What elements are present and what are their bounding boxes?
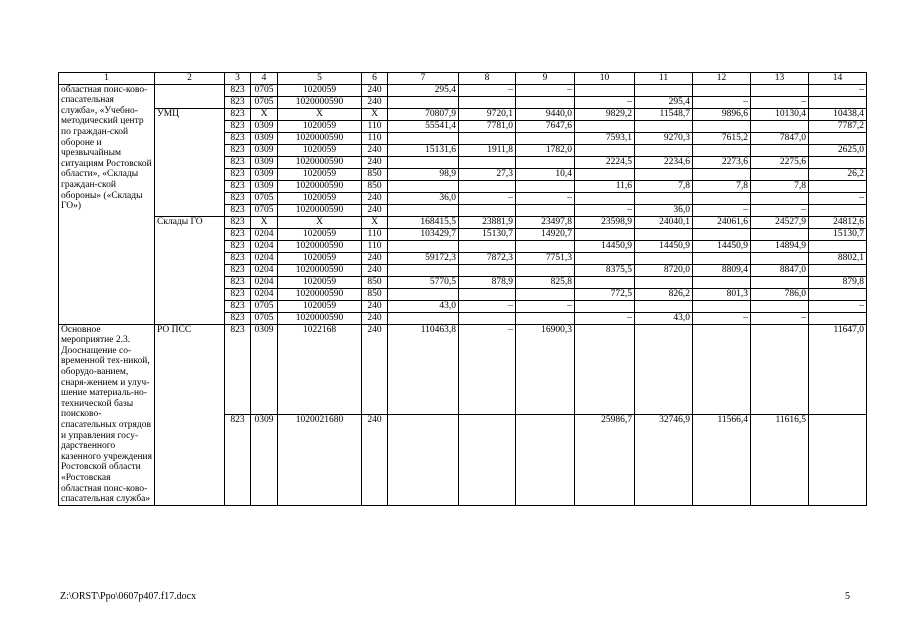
table-cell [575,144,635,156]
table-cell: – [809,300,867,312]
table-cell: 2275,6 [751,156,809,168]
table-cell: 2625,0 [809,144,867,156]
table-cell: 23497,8 [516,216,575,228]
activity-description-cell: областная поис-ково-спасательная служба», «Учебно-методический центр по граждан-ской обороне и чрезвычайным ситуациям Ростовской области», «Склады граждан-ской обороны» («Склады ГО») [59,84,155,324]
table-cell [388,96,459,108]
table-cell: 36,0 [388,192,459,204]
column-number-cell: 4 [251,73,278,85]
table-cell: 240 [362,204,388,216]
table-cell: 98,9 [388,168,459,180]
executor-cell: УМЦ [155,108,225,216]
table-cell: 295,4 [388,84,459,96]
table-cell [575,252,635,264]
table-cell [516,204,575,216]
table-cell [693,228,751,240]
table-cell: 1020059 [278,228,362,240]
table-cell [635,252,693,264]
table-cell: 0705 [251,300,278,312]
table-cell: 823 [225,192,251,204]
table-cell: 11616,5 [751,415,809,506]
table-cell: 0309 [251,132,278,144]
table-cell [809,312,867,324]
table-cell: Х [251,108,278,120]
table-cell: 850 [362,288,388,300]
table-cell: 11566,4 [693,415,751,506]
table-cell: 0309 [251,144,278,156]
table-cell: 1020000590 [278,180,362,192]
table-cell [516,96,575,108]
table-cell: 55541,4 [388,120,459,132]
table-cell: 823 [225,180,251,192]
table-cell [809,204,867,216]
table-cell [575,300,635,312]
column-number-cell: 12 [693,73,751,85]
table-cell: 823 [225,120,251,132]
table-cell: 23881,9 [459,216,516,228]
column-number-cell: 9 [516,73,575,85]
table-cell [693,276,751,288]
table-cell [459,156,516,168]
table-cell: 10130,4 [751,108,809,120]
table-cell [693,120,751,132]
table-cell [516,288,575,300]
table-cell [635,324,693,415]
table-cell [693,168,751,180]
table-cell: 11647,0 [809,324,867,415]
table-cell [635,276,693,288]
table-cell: Х [278,108,362,120]
table-cell: – [459,300,516,312]
table-cell [693,84,751,96]
table-cell: 1020000590 [278,264,362,276]
column-number-cell: 8 [459,73,516,85]
table-cell: 1020000590 [278,288,362,300]
table-cell [751,300,809,312]
table-cell: 240 [362,252,388,264]
table-cell [809,180,867,192]
executor-cell: РО ПСС [155,324,225,505]
table-cell: 14450,9 [575,240,635,252]
table-cell: 850 [362,180,388,192]
table-cell: 823 [225,84,251,96]
table-cell [809,288,867,300]
table-cell: Х [278,216,362,228]
table-cell: 1020059 [278,84,362,96]
column-number-cell: 14 [809,73,867,85]
table-cell [388,180,459,192]
table-cell [809,132,867,144]
table-cell [516,180,575,192]
table-cell: – [575,312,635,324]
table-cell: 1020000590 [278,156,362,168]
table-cell: 823 [225,240,251,252]
table-cell: – [693,312,751,324]
table-cell [388,132,459,144]
table-cell: 240 [362,324,388,415]
table-cell: 15131,6 [388,144,459,156]
table-cell: 0204 [251,228,278,240]
table-cell: – [809,84,867,96]
table-cell: 8809,4 [693,264,751,276]
table-cell [635,144,693,156]
table-cell: 11548,7 [635,108,693,120]
table-cell: 0705 [251,312,278,324]
activity-description-cell: Основное мероприятие 2.3. Дооснащение со-временной тех-никой, оборудо-ванием, снаря-жением и улуч-шение материаль-но-технической базы поисково-спасательных отрядов и управления госу-дарственного казенного учреждения Ростовской области «Ростовская областная поис-ково-спасательная служба» [59,324,155,505]
table-cell: 8847,0 [751,264,809,276]
table-cell [459,204,516,216]
table-row [59,84,867,96]
table-cell: 43,0 [635,312,693,324]
table-cell [575,192,635,204]
table-cell: – [693,204,751,216]
table-cell: 0705 [251,192,278,204]
table-cell: 10,4 [516,168,575,180]
table-cell: 110 [362,132,388,144]
table-cell: 0705 [251,204,278,216]
table-cell: 240 [362,96,388,108]
table-cell: 103429,7 [388,228,459,240]
table-row [59,108,867,120]
table-cell: 26,2 [809,168,867,180]
table-cell: 823 [225,156,251,168]
table-cell: 8375,5 [575,264,635,276]
table-cell: 59172,3 [388,252,459,264]
table-cell: 7751,3 [516,252,575,264]
table-cell: 850 [362,276,388,288]
table-cell [516,312,575,324]
table-cell [388,312,459,324]
table-cell: 0309 [251,156,278,168]
table-cell: – [516,192,575,204]
table-cell [635,228,693,240]
table-cell: 8802,1 [809,252,867,264]
table-cell: 1911,8 [459,144,516,156]
table-cell: 823 [225,228,251,240]
table-cell: 823 [225,300,251,312]
table-cell: 23598,9 [575,216,635,228]
table-cell: 7647,6 [516,120,575,132]
table-cell [388,204,459,216]
table-cell: 7,8 [635,180,693,192]
table-cell: 24527,9 [751,216,809,228]
table-cell: 10438,4 [809,108,867,120]
table-cell [516,156,575,168]
table-cell: 879,8 [809,276,867,288]
table-row [59,216,867,228]
table-cell [459,240,516,252]
table-cell: 7781,0 [459,120,516,132]
table-cell [459,132,516,144]
table-cell [388,240,459,252]
table-cell: 240 [362,156,388,168]
table-cell: 2273,6 [693,156,751,168]
table-cell: 1020021680 [278,415,362,506]
table-cell: 7593,1 [575,132,635,144]
table-cell [575,84,635,96]
budget-table [58,72,867,506]
table-cell: 823 [225,144,251,156]
table-cell [635,300,693,312]
table-cell [809,96,867,108]
table-cell: 0309 [251,180,278,192]
table-cell: 1020000590 [278,204,362,216]
table-cell: 110 [362,228,388,240]
table-cell: 70807,9 [388,108,459,120]
table-cell [751,252,809,264]
table-cell: 14920,7 [516,228,575,240]
table-cell: 0309 [251,120,278,132]
table-cell: 1020059 [278,144,362,156]
table-cell [809,240,867,252]
table-cell: 823 [225,324,251,415]
table-cell: 240 [362,192,388,204]
table-cell: – [516,84,575,96]
table-cell [459,415,516,506]
executor-cell [155,84,225,108]
table-cell: 25986,7 [575,415,635,506]
table-cell: – [575,96,635,108]
table-cell: – [751,96,809,108]
table-cell: 11,6 [575,180,635,192]
table-cell [693,192,751,204]
table-cell: 1020000590 [278,312,362,324]
table-cell: 0309 [251,168,278,180]
table-cell: 1020000590 [278,240,362,252]
table-cell: 1020059 [278,120,362,132]
table-cell [693,252,751,264]
table-cell [693,300,751,312]
table-cell [635,84,693,96]
table-cell: 43,0 [388,300,459,312]
table-cell: 1022168 [278,324,362,415]
table-cell: 786,0 [751,288,809,300]
table-cell [635,192,693,204]
table-cell [751,228,809,240]
table-cell [516,240,575,252]
table-cell: 772,5 [575,288,635,300]
table-cell: 2224,5 [575,156,635,168]
table-cell: 9720,1 [459,108,516,120]
column-number-cell: 2 [155,73,225,85]
table-cell: 7,8 [751,180,809,192]
table-cell: Х [362,216,388,228]
table-cell: 0204 [251,264,278,276]
table-cell: 15130,7 [809,228,867,240]
table-cell: 15130,7 [459,228,516,240]
table-cell: 823 [225,288,251,300]
table-cell: 1020059 [278,300,362,312]
page-number: 5 [845,591,850,602]
table-cell: 24061,6 [693,216,751,228]
table-cell [751,276,809,288]
table-cell: 823 [225,312,251,324]
table-cell [388,288,459,300]
table-cell [809,264,867,276]
table-cell [575,276,635,288]
table-cell: 110463,8 [388,324,459,415]
table-cell: – [751,312,809,324]
table-cell [751,120,809,132]
table-cell: 9270,3 [635,132,693,144]
table-cell: 295,4 [635,96,693,108]
table-cell [809,156,867,168]
table-cell: – [693,96,751,108]
table-cell [751,192,809,204]
table-cell [751,324,809,415]
column-number-cell: 5 [278,73,362,85]
table-cell [516,264,575,276]
table-cell: – [459,192,516,204]
table-cell: 110 [362,240,388,252]
table-cell: 240 [362,415,388,506]
table-cell: 1020000590 [278,96,362,108]
table-cell: 823 [225,264,251,276]
table-cell [575,324,635,415]
table-cell: 823 [225,108,251,120]
table-cell: 7872,3 [459,252,516,264]
table-cell: 168415,5 [388,216,459,228]
table-cell: 0204 [251,252,278,264]
table-cell: 32746,9 [635,415,693,506]
column-number-cell: 7 [388,73,459,85]
table-cell: Х [251,216,278,228]
table-cell: 825,8 [516,276,575,288]
table-cell: 36,0 [635,204,693,216]
table-cell: 9440,0 [516,108,575,120]
table-cell [693,324,751,415]
table-cell: – [459,324,516,415]
table-cell: 0309 [251,415,278,506]
column-number-row [59,73,867,85]
table-cell [693,144,751,156]
footer-file-path: Z:\ORST\Ppo\0607p407.f17.docx [60,591,197,602]
table-cell: 823 [225,204,251,216]
table-cell: 823 [225,276,251,288]
table-cell: 1020059 [278,192,362,204]
table-cell [635,120,693,132]
table-cell [751,84,809,96]
table-cell: 823 [225,132,251,144]
table-cell: 1020059 [278,168,362,180]
table-cell: 0204 [251,288,278,300]
table-cell: 823 [225,415,251,506]
table-cell: 240 [362,264,388,276]
table-cell: 823 [225,96,251,108]
table-cell: – [751,204,809,216]
table-cell: 16900,3 [516,324,575,415]
table-cell [459,264,516,276]
column-number-cell: 1 [59,73,155,85]
table-cell: 24812,6 [809,216,867,228]
table-cell: 878,9 [459,276,516,288]
table-cell: 14450,9 [693,240,751,252]
table-cell: – [809,192,867,204]
table-cell: 5770,5 [388,276,459,288]
table-cell: 240 [362,312,388,324]
table-cell [751,144,809,156]
table-cell: 0309 [251,324,278,415]
table-cell: 24040,1 [635,216,693,228]
table-cell: 7615,2 [693,132,751,144]
table-cell: 9829,2 [575,108,635,120]
table-cell: 823 [225,168,251,180]
table-body [59,73,867,506]
table-cell: 823 [225,252,251,264]
table-cell: 850 [362,168,388,180]
table-cell: 823 [225,216,251,228]
table-cell: 826,2 [635,288,693,300]
table-cell: 0705 [251,96,278,108]
table-cell [459,288,516,300]
table-cell [575,120,635,132]
table-cell: 0204 [251,276,278,288]
table-cell: 0705 [251,84,278,96]
table-cell: 14894,9 [751,240,809,252]
column-number-cell: 6 [362,73,388,85]
table-cell: 240 [362,144,388,156]
table-cell: – [575,204,635,216]
table-cell [516,132,575,144]
table-cell: 1020059 [278,252,362,264]
table-cell: 0204 [251,240,278,252]
table-cell [575,228,635,240]
table-cell: 801,3 [693,288,751,300]
table-cell: 1782,0 [516,144,575,156]
column-number-cell: 13 [751,73,809,85]
table-cell: 1020000590 [278,132,362,144]
table-cell [459,96,516,108]
table-cell: 110 [362,120,388,132]
table-cell [516,415,575,506]
table-cell: 27,3 [459,168,516,180]
table-cell: 240 [362,300,388,312]
table-cell: – [516,300,575,312]
table-cell [388,264,459,276]
table-cell: 8720,0 [635,264,693,276]
table-cell [388,156,459,168]
table-row [59,324,867,415]
table-cell: 9896,6 [693,108,751,120]
table-cell: 7787,2 [809,120,867,132]
column-number-cell: 3 [225,73,251,85]
table-cell: 1020059 [278,276,362,288]
table-cell: 240 [362,84,388,96]
table-cell: 7847,0 [751,132,809,144]
executor-cell: Склады ГО [155,216,225,324]
table-cell [388,415,459,506]
column-number-cell: 11 [635,73,693,85]
table-cell: 2234,6 [635,156,693,168]
table-cell [635,168,693,180]
column-number-cell: 10 [575,73,635,85]
table-cell [809,415,867,506]
table-cell: Х [362,108,388,120]
table-cell [459,312,516,324]
table-cell [751,168,809,180]
table-cell: – [459,84,516,96]
table-cell: 14450,9 [635,240,693,252]
table-cell: 7,8 [693,180,751,192]
table-cell [575,168,635,180]
table-cell [459,180,516,192]
